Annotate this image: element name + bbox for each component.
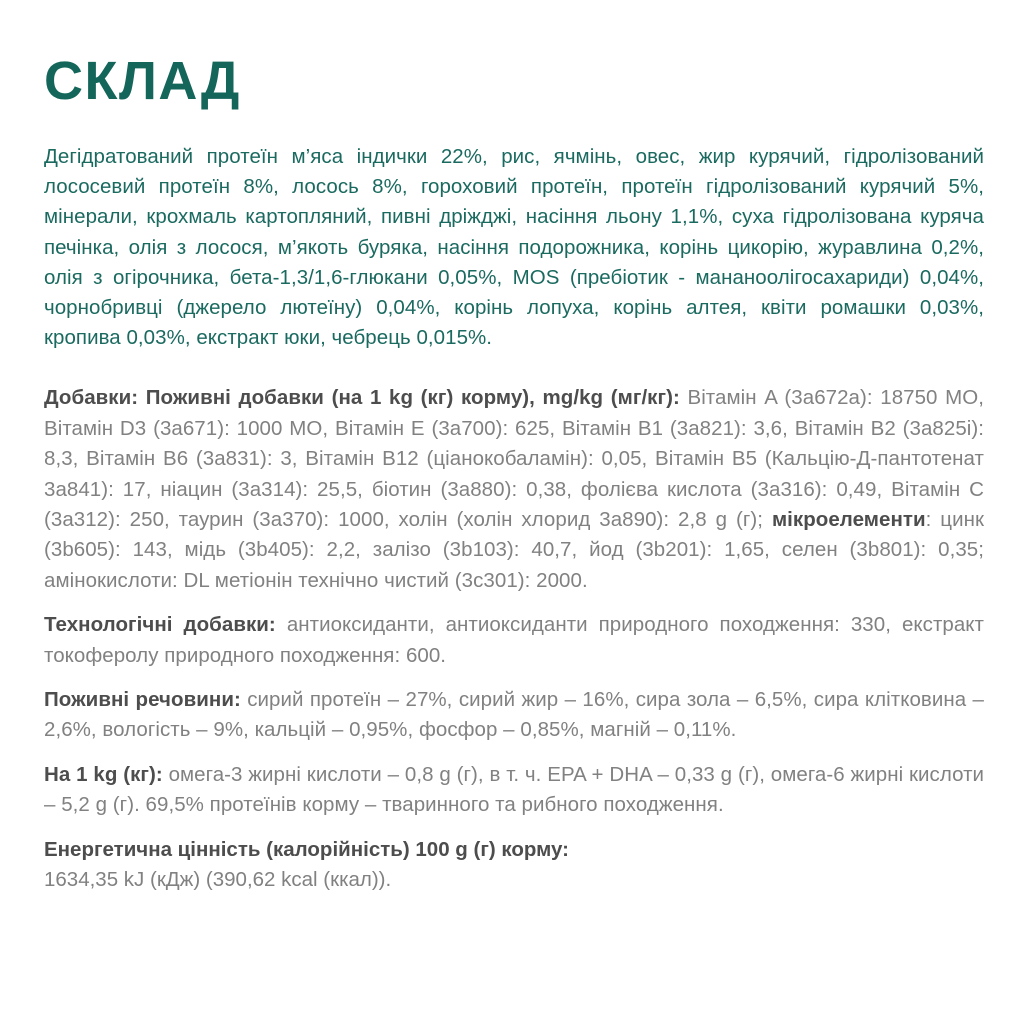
nutrients-paragraph	[44, 685, 984, 746]
nutrition-details	[44, 383, 984, 895]
per-kg-paragraph	[44, 760, 984, 821]
per-kg-body: омега-3 жирні кислоти – 0,8 g (г), в т. ч. EPA + DHA – 0,33 g (г), омега-6 жирні кислоти – 5,2 g (г). 69,5% протеїнів корму – тваринного та рибного походження.	[44, 762, 985, 817]
energy-value: 1634,35 kJ (кДж) (390,62 kcal (ккал)).	[44, 868, 392, 892]
page-title: СКЛАД	[44, 51, 241, 111]
composition-paragraph: Дегідратований протеїн м’яса індички 22%, рис, ячмінь, овес, жир курячий, гідролізований лососевий протеїн 8%, лосось 8%, гороховий протеїн, протеїн гідролізований курячий 5%, мінерали, крохмаль картопляний, пивні дріжджі, насіння льону 1,1%, суха гідролізована куряча печінка, олія з лосося, м’якоть буряка, насіння подорожника, корінь цикорію, журавлина 0,2%, олія з огірочника, бета-1,3/1,6-глюкани 0,05%, MOS (пребіотик - мананоолігосахариди) 0,04%, чорнобривці (джерело лютеїну) 0,04%, корінь лопуха, корінь алтея, квіти ромашки 0,03%, кропива 0,03%, екстракт юки, чебрець 0,015%.	[44, 145, 984, 350]
tech-additives-body: антиоксиданти, антиоксиданти природного походження: 330, екстракт токоферолу природного походження: 600.	[44, 613, 984, 667]
energy-heading: Енергетична цінність (калорійність) 100 g (г) корму:	[44, 837, 570, 861]
nutrients-body: сирий протеїн – 27%, сирий жир – 16%, сира зола – 6,5%, сира клітковина – 2,6%, вологість – 9%, кальцій – 0,95%, фосфор – 0,85%, магній – 0,11%.	[44, 688, 984, 742]
nutrients-label: Поживні речовини:	[44, 688, 241, 712]
additives-label: Добавки: Поживні добавки (на 1 kg (кг) корму), mg/kg (мг/кг):	[44, 386, 680, 410]
per-kg-label: На 1 kg (кг):	[44, 762, 163, 786]
tech-additives-label: Технологічні добавки:	[44, 613, 276, 637]
additives-paragraph	[44, 383, 984, 596]
tech-additives-paragraph	[44, 610, 984, 671]
additives-body-part1: Вітамін A (3a672a): 18750 МО, Вітамін D3 (3a671): 1000 МО, Вітамін E (3a700): 625, Вітамін B1 (3a821): 3,6, Вітамін B2 (3a825i): 8,3, Вітамін B6 (3a831): 3, Вітамін B12 (ціанокобаламін): 0,05, Вітамін B5 (Кальцію-Д-пантотенат 3a841): 17, ніацин (3a314): 25,5, біотин (3a880): 0,38, фолієва кислота (3a316): 0,49, Вітамін C (3a312): 250, таурин (3a370): 1000, холін (холін хлорид 3a890): 2,8 g (г);	[44, 386, 984, 532]
microelements-label: мікроелементи	[771, 508, 926, 532]
additives-body-part2: : цинк (3b605): 143, мідь (3b405): 2,2, залізо (3b103): 40,7, йод (3b201): 1,65, селен (3b801): 0,35; амінокислоти: DL метіонін технічно чистий (3c301): 2000.	[44, 508, 984, 592]
